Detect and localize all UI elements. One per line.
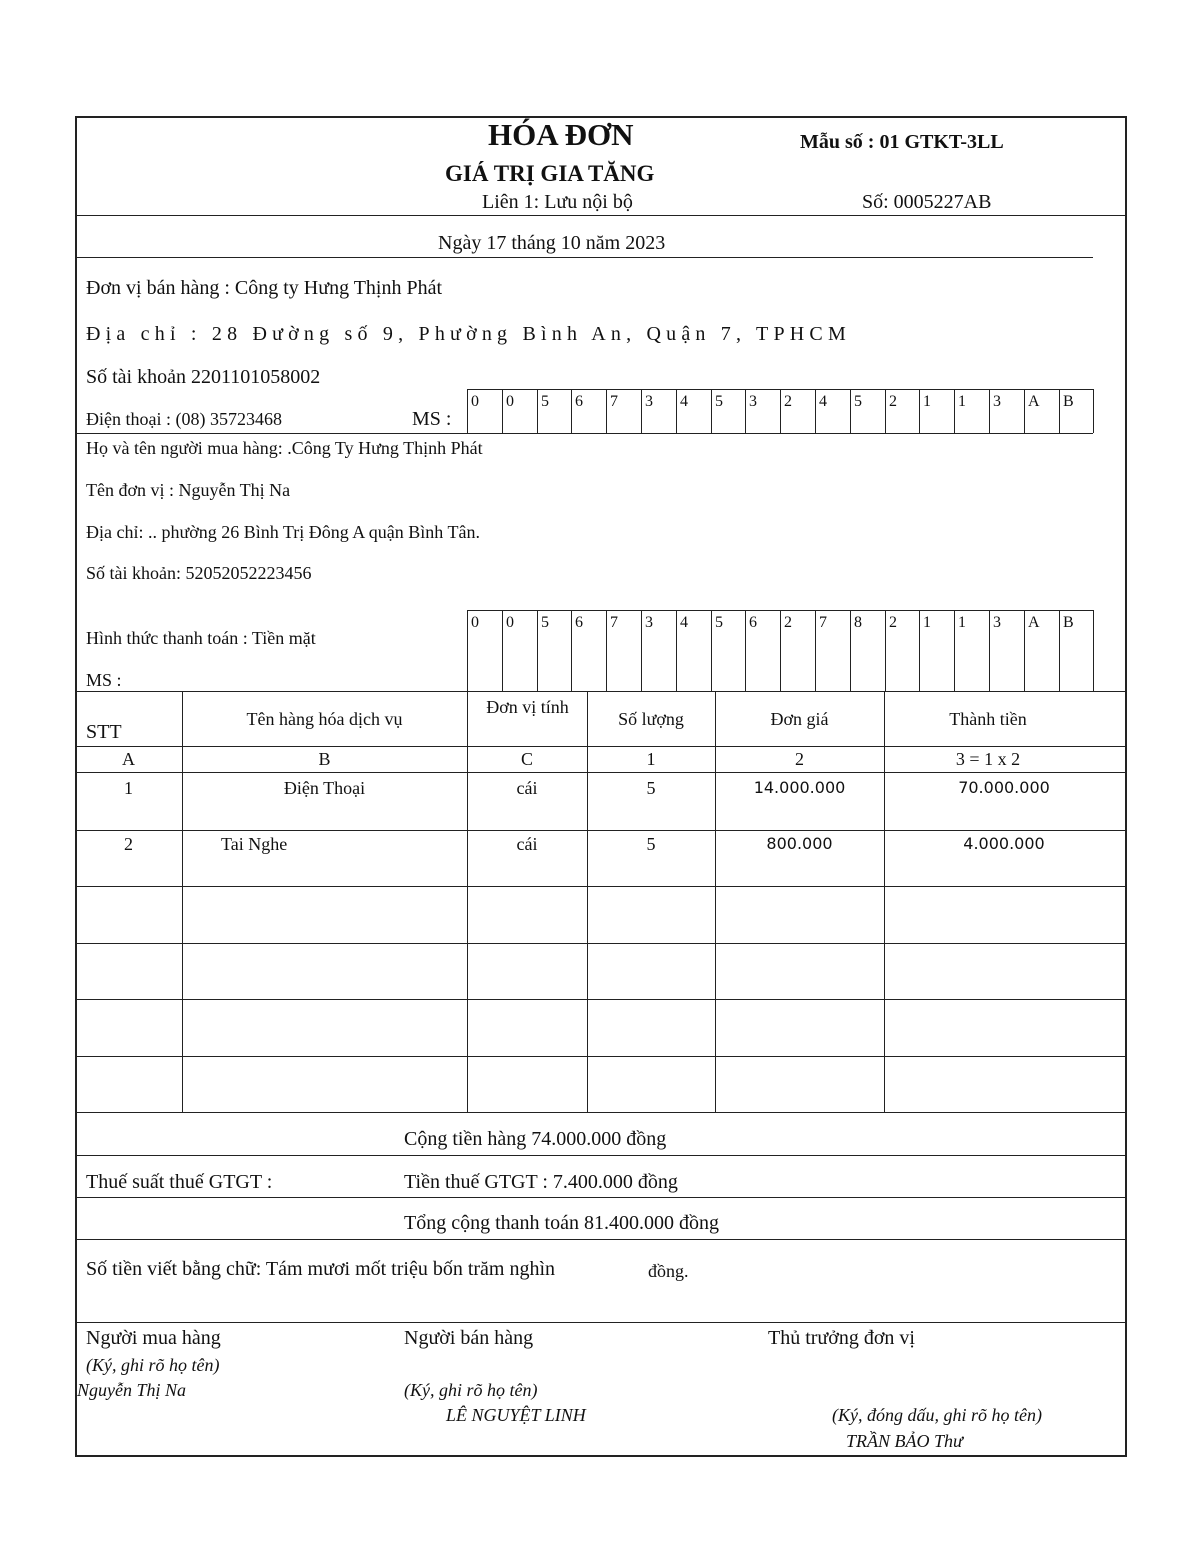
buyer-tax-grid-line: [502, 610, 503, 692]
buyer-tax-grid-line: [954, 610, 955, 692]
frame-right: [1125, 116, 1127, 1456]
seller-tax-grid-line: [885, 389, 886, 433]
seller-tax-digit: 7: [610, 393, 618, 410]
seller-tax-grid-line: [989, 389, 990, 433]
totals-divider: [75, 1155, 1127, 1156]
table-row-line: [75, 1056, 1127, 1057]
seller-tax-digit: 1: [958, 393, 966, 410]
buyer-unit: Tên đơn vị : Nguyễn Thị Na: [86, 480, 291, 500]
buyer-tax-grid-line: [606, 610, 607, 692]
table-cell-qty: 5: [646, 834, 656, 854]
col-header-stt: STT: [86, 721, 122, 743]
vat-amount: Tiền thuế GTGT : 7.400.000 đồng: [404, 1171, 678, 1193]
buyer-ms-label: MS :: [86, 670, 122, 690]
seller-tax-digit: 0: [471, 393, 479, 410]
seller-tax-digit: 4: [819, 393, 827, 410]
buyer-tax-digit: 7: [819, 614, 827, 631]
amount-in-words-tail: đồng.: [648, 1261, 689, 1281]
seller-tax-digit: 5: [541, 393, 549, 410]
seller-tax-grid-line: [815, 389, 816, 433]
table-code-bottom: [75, 772, 1127, 773]
seller-tax-digit: 3: [993, 393, 1001, 410]
seller-tax-digit: A: [1028, 393, 1040, 410]
table-bottom: [75, 1112, 1127, 1113]
table-header-bottom: [75, 746, 1127, 747]
buyer-tax-digit: 5: [541, 614, 549, 631]
seller-tax-digit: 5: [715, 393, 723, 410]
buyer-tax-digit: 3: [645, 614, 653, 631]
table-row-line: [75, 943, 1127, 944]
buyer-tax-digit: 2: [889, 614, 897, 631]
words-divider: [75, 1322, 1127, 1323]
invoice-title: HÓA ĐƠN: [488, 117, 634, 152]
totals-divider: [75, 1239, 1127, 1240]
table-cell-amount: 4.000.000: [963, 834, 1045, 853]
col-code: 1: [646, 749, 656, 769]
totals-divider: [75, 1197, 1127, 1198]
table-cell-amount: 70.000.000: [958, 778, 1050, 797]
buyer-tax-digit: 6: [749, 614, 757, 631]
seller-tax-grid-line: [1093, 389, 1094, 433]
seller-section-divider: [75, 433, 1093, 434]
table-row-line: [75, 886, 1127, 887]
buyer-tax-digit: 0: [506, 614, 514, 631]
copy-label: Liên 1: Lưu nội bộ: [482, 191, 633, 213]
seller-tax-grid-line: [745, 389, 746, 433]
buyer-tax-grid-line: [571, 610, 572, 692]
buyer-tax-grid-line: [780, 610, 781, 692]
buyer-tax-digit: 4: [680, 614, 688, 631]
table-cell-name: Tai Nghe: [221, 834, 288, 854]
seller-phone: Điện thoại : (08) 35723468: [86, 409, 282, 429]
col-code: B: [318, 749, 331, 769]
buyer-grid-top: [467, 610, 1093, 611]
seller-tax-grid-line: [571, 389, 572, 433]
buyer-tax-grid-line: [745, 610, 746, 692]
buyer-tax-grid-line: [711, 610, 712, 692]
buyer-tax-digit: B: [1063, 614, 1074, 631]
seller-sign-label: Người bán hàng: [404, 1327, 534, 1349]
buyer-tax-grid-line: [1093, 610, 1094, 692]
buyer-tax-grid-line: [467, 610, 468, 692]
seller-tax-digit: 2: [784, 393, 792, 410]
invoice-subtitle: GIÁ TRỊ GIA TĂNG: [445, 161, 655, 186]
table-top: [75, 691, 1127, 692]
seller-tax-grid-line: [919, 389, 920, 433]
buyer-sign-note: (Ký, ghi rõ họ tên): [86, 1355, 220, 1375]
col-header-price: Đơn giá: [770, 709, 829, 729]
table-cell-stt: 1: [124, 778, 133, 798]
payment-method: Hình thức thanh toán : Tiền mặt: [86, 628, 316, 648]
table-cell-qty: 5: [646, 778, 656, 798]
head-sign-label: Thủ trưởng đơn vị: [768, 1327, 915, 1349]
buyer-address: Địa chỉ: .. phường 26 Bình Trị Đông A quận Bình Tân.: [86, 522, 480, 542]
buyer-sign-label: Người mua hàng: [86, 1327, 221, 1349]
buyer-tax-digit: A: [1028, 614, 1040, 631]
seller-sign-note: (Ký, ghi rõ họ tên): [404, 1380, 538, 1400]
seller-grid-top: [467, 389, 1093, 390]
seller-tax-grid-line: [954, 389, 955, 433]
form-number: Mẫu số : 01 GTKT-3LL: [800, 131, 1004, 153]
date-divider: [75, 257, 1093, 258]
frame-bottom: [75, 1455, 1127, 1457]
buyer-tax-grid-line: [641, 610, 642, 692]
seller-tax-grid-line: [1024, 389, 1025, 433]
amount-in-words: Số tiền viết bằng chữ: Tám mươi mốt triệu bốn trăm nghìn: [86, 1258, 556, 1280]
buyer-tax-grid-line: [676, 610, 677, 692]
seller-tax-digit: 3: [749, 393, 757, 410]
seller-tax-digit: 2: [889, 393, 897, 410]
buyer-tax-grid-line: [850, 610, 851, 692]
seller-tax-digit: 1: [923, 393, 931, 410]
seller-tax-digit: B: [1063, 393, 1074, 410]
buyer-tax-grid-line: [815, 610, 816, 692]
seller-tax-grid-line: [606, 389, 607, 433]
seller-account: Số tài khoản 2201101058002: [86, 366, 321, 388]
seller-tax-grid-line: [850, 389, 851, 433]
buyer-tax-grid-line: [537, 610, 538, 692]
buyer-sign-name: Nguyễn Thị Na: [77, 1380, 187, 1400]
serial-number: Số: 0005227AB: [862, 191, 992, 213]
buyer-tax-grid-line: [1059, 610, 1060, 692]
seller-sign-name: LÊ NGUYỆT LINH: [446, 1405, 586, 1425]
seller-tax-grid-line: [467, 389, 468, 433]
table-cell-name: Điện Thoại: [283, 778, 366, 798]
header-divider: [75, 215, 1127, 216]
buyer-tax-digit: 8: [854, 614, 862, 631]
table-row-line: [75, 999, 1127, 1000]
seller-tax-digit: 6: [575, 393, 583, 410]
col-header-amount: Thành tiền: [949, 709, 1027, 729]
seller-tax-digit: 0: [506, 393, 514, 410]
table-cell-unit: cái: [516, 778, 538, 798]
buyer-name: Họ và tên người mua hàng: .Công Ty Hưng Thịnh Phát: [86, 438, 483, 458]
buyer-tax-grid-line: [919, 610, 920, 692]
seller-tax-grid-line: [676, 389, 677, 433]
grand-total: Tổng cộng thanh toán 81.400.000 đồng: [404, 1212, 719, 1234]
seller-tax-grid-line: [711, 389, 712, 433]
seller-tax-grid-line: [641, 389, 642, 433]
seller-tax-digit: 4: [680, 393, 688, 410]
seller-tax-grid-line: [502, 389, 503, 433]
buyer-tax-digit: 1: [923, 614, 931, 631]
seller-tax-digit: 3: [645, 393, 653, 410]
buyer-tax-digit: 0: [471, 614, 479, 631]
seller-tax-digit: 5: [854, 393, 862, 410]
buyer-tax-grid-line: [1024, 610, 1025, 692]
col-code: C: [520, 749, 533, 769]
table-cell-unit: cái: [516, 834, 538, 854]
col-header-qty: Số lượng: [618, 709, 684, 729]
buyer-tax-grid-line: [885, 610, 886, 692]
goods-total: Cộng tiền hàng 74.000.000 đồng: [404, 1128, 667, 1150]
head-sign-name: TRẦN BẢO Thư: [846, 1431, 963, 1451]
buyer-tax-digit: 5: [715, 614, 723, 631]
table-cell-stt: 2: [124, 834, 133, 854]
seller-tax-grid-line: [537, 389, 538, 433]
buyer-tax-digit: 6: [575, 614, 583, 631]
buyer-tax-digit: 3: [993, 614, 1001, 631]
table-cell-price: 14.000.000: [753, 778, 846, 797]
buyer-tax-digit: 7: [610, 614, 618, 631]
table-row-line: [75, 830, 1127, 831]
invoice-date: Ngày 17 tháng 10 năm 2023: [438, 232, 666, 254]
seller-tax-grid-line: [780, 389, 781, 433]
table-cell-price: 800.000: [766, 834, 833, 853]
head-sign-note: (Ký, đóng dấu, ghi rõ họ tên): [832, 1405, 1042, 1425]
seller-ms-label: MS :: [412, 408, 452, 430]
col-header-name: Tên hàng hóa dịch vụ: [246, 709, 403, 729]
col-code: 3 = 1 x 2: [955, 749, 1021, 769]
seller-address: Địa chỉ : 28 Đường số 9, Phường Bình An, Quận 7, TPHCM: [86, 323, 851, 345]
buyer-tax-grid-line: [989, 610, 990, 692]
col-code: 2: [795, 749, 804, 769]
buyer-account: Số tài khoản: 52052052223456: [86, 563, 312, 583]
seller-unit: Đơn vị bán hàng : Công ty Hưng Thịnh Phát: [86, 277, 443, 299]
buyer-tax-digit: 2: [784, 614, 792, 631]
vat-rate: Thuế suất thuế GTGT :: [86, 1171, 273, 1193]
buyer-tax-digit: 1: [958, 614, 966, 631]
col-code: A: [122, 749, 135, 769]
seller-tax-grid-line: [1059, 389, 1060, 433]
col-header-unit: Đơn vị tính: [486, 697, 569, 717]
